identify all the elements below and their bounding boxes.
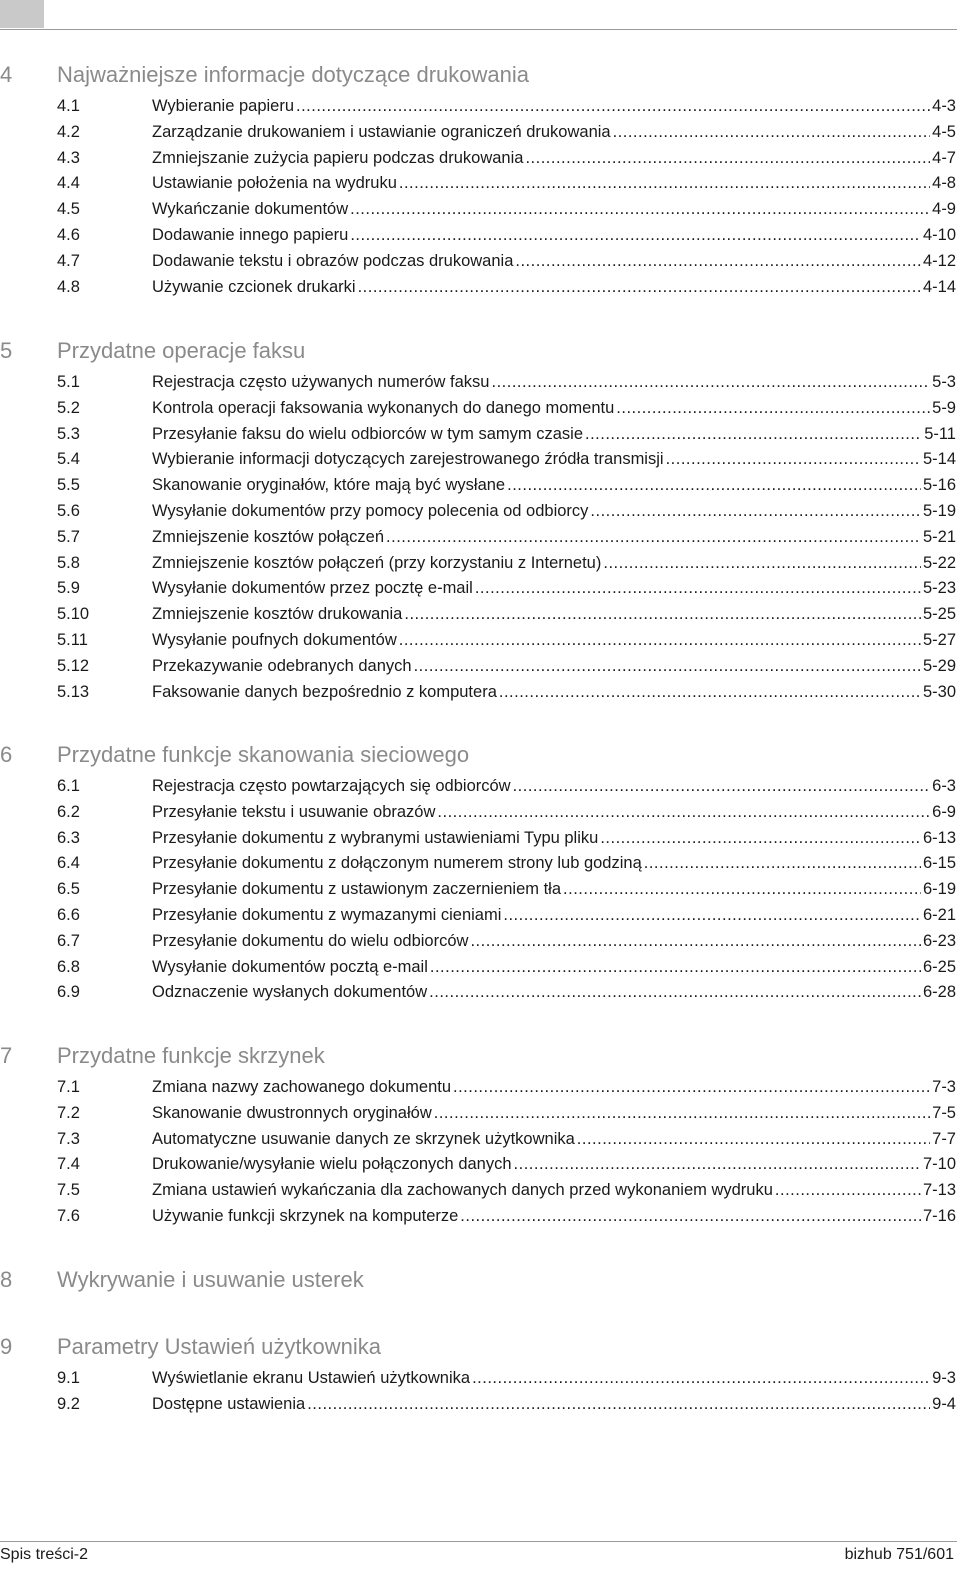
toc-entry[interactable] xyxy=(0,422,960,448)
entry-page-number: 5-9 xyxy=(932,398,956,417)
entry-number: 4.8 xyxy=(57,277,80,296)
entry-number: 6.6 xyxy=(57,905,80,924)
dot-leader xyxy=(666,447,921,473)
entry-number: 7.5 xyxy=(57,1181,80,1200)
chapter-title: Przydatne funkcje skrzynek xyxy=(57,1043,325,1068)
toc-entry[interactable] xyxy=(0,275,960,301)
entry-number: 6.2 xyxy=(57,802,80,821)
entry-page-number: 6-21 xyxy=(922,905,956,924)
entry-page-number: 7-16 xyxy=(922,1206,956,1225)
entry-line xyxy=(152,680,956,706)
toc-entry[interactable] xyxy=(0,1178,960,1204)
chapter-title: Przydatne funkcje skanowania sieciowego xyxy=(57,742,470,767)
chapter-title: Parametry Ustawień użytkownika xyxy=(57,1334,382,1359)
entry-line xyxy=(152,877,956,903)
toc-entry[interactable] xyxy=(0,370,960,396)
chapter-title: Wykrywanie i usuwanie usterek xyxy=(57,1267,364,1292)
entry-title: Używanie czcionek drukarki xyxy=(152,277,356,296)
dot-leader xyxy=(525,146,930,172)
dot-leader xyxy=(358,275,921,301)
entry-number: 7.2 xyxy=(57,1103,80,1122)
toc-entry[interactable] xyxy=(0,929,960,955)
entry-number: 4.3 xyxy=(57,148,80,167)
entry-number: 6.4 xyxy=(57,854,80,873)
entry-page-number: 9-4 xyxy=(932,1394,956,1413)
entry-title: Zmiana nazwy zachowanego dokumentu xyxy=(152,1078,452,1096)
entry-line xyxy=(152,171,956,197)
entry-page-number: 7-3 xyxy=(932,1078,956,1096)
entry-title: Zmniejszanie zużycia papieru podczas drukowania xyxy=(152,148,524,167)
entry-line xyxy=(152,1127,956,1153)
entry-line xyxy=(152,774,956,800)
dot-leader xyxy=(577,1127,930,1153)
toc-entry[interactable] xyxy=(0,1204,960,1230)
entry-page-number: 5-16 xyxy=(922,476,956,495)
toc-entry[interactable] xyxy=(0,903,960,929)
dot-leader xyxy=(507,473,921,499)
dot-leader xyxy=(404,602,921,628)
entry-page-number: 6-23 xyxy=(922,931,956,950)
entry-page-number: 5-19 xyxy=(922,501,956,520)
chapter-heading[interactable] xyxy=(0,1332,960,1362)
dot-leader xyxy=(515,249,921,275)
toc-entry[interactable] xyxy=(0,1101,960,1127)
entry-title: Przesyłanie tekstu i usuwanie obrazów xyxy=(152,802,436,821)
dot-leader xyxy=(307,1392,930,1418)
toc-entry[interactable] xyxy=(0,223,960,249)
chapter-heading[interactable] xyxy=(0,1265,960,1295)
toc-entry[interactable] xyxy=(0,980,960,1006)
entry-title: Wykańczanie dokumentów xyxy=(152,200,349,219)
entry-title: Zmniejszenie kosztów połączeń xyxy=(152,527,385,546)
toc-entry[interactable] xyxy=(0,955,960,981)
entry-line xyxy=(152,654,956,680)
entry-page-number: 4-3 xyxy=(932,97,956,115)
entry-page-number: 5-25 xyxy=(922,605,956,624)
entry-number: 4.2 xyxy=(57,122,80,141)
entry-page-number: 4-10 xyxy=(922,225,956,244)
entry-list xyxy=(0,370,960,705)
entry-title: Wysyłanie dokumentów pocztą e-mail xyxy=(152,957,428,976)
entry-page-number: 5-29 xyxy=(922,656,956,675)
entry-number: 9.1 xyxy=(57,1369,80,1387)
entry-line xyxy=(152,1101,956,1127)
chapter-number: 7 xyxy=(0,1043,13,1068)
entry-page-number: 7-5 xyxy=(932,1103,956,1122)
entry-title: Dostępne ustawienia xyxy=(152,1394,306,1413)
entry-page-number: 4-12 xyxy=(922,251,956,270)
dot-leader xyxy=(590,499,921,525)
entry-title: Przesyłanie dokumentu z ustawionym zaczernieniem tła xyxy=(152,880,562,899)
entry-line xyxy=(152,422,956,448)
chapter-heading[interactable] xyxy=(0,60,960,90)
entry-page-number: 7-7 xyxy=(932,1129,956,1148)
entry-page-number: 6-13 xyxy=(922,828,956,847)
entry-title: Przesyłanie dokumentu z wymazanymi cieniami xyxy=(152,905,502,924)
entry-line xyxy=(152,370,956,396)
entry-title: Wybieranie informacji dotyczących zarejestrowanego źródła transmisji xyxy=(152,450,664,469)
toc-entry[interactable] xyxy=(0,654,960,680)
entry-number: 7.3 xyxy=(57,1129,80,1148)
entry-number: 5.9 xyxy=(57,579,80,598)
toc-entry[interactable] xyxy=(0,1075,960,1101)
entry-page-number: 6-15 xyxy=(922,854,956,873)
toc-entry[interactable] xyxy=(0,249,960,275)
toc-entry[interactable] xyxy=(0,800,960,826)
dot-leader xyxy=(472,1366,930,1392)
footer-rule xyxy=(0,1541,957,1542)
entry-page-number: 5-22 xyxy=(922,553,956,572)
footer-page-label: Spis treści-2 xyxy=(0,1546,89,1563)
entry-page-number: 6-19 xyxy=(922,880,956,899)
entry-line xyxy=(152,602,956,628)
entry-number: 4.6 xyxy=(57,225,80,244)
entry-page-number: 5-21 xyxy=(922,527,956,546)
footer-product-name: bizhub 751/601 xyxy=(844,1546,954,1563)
entry-list xyxy=(0,1075,960,1230)
chapter-section xyxy=(0,60,960,300)
entry-line xyxy=(152,499,956,525)
entry-title: Dodawanie innego papieru xyxy=(152,225,349,244)
entry-title: Zmiana ustawień wykańczania dla zachowanych danych przed wykonaniem wydruku xyxy=(152,1181,773,1200)
entry-number: 5.5 xyxy=(57,476,80,495)
chapter-title: Przydatne operacje faksu xyxy=(57,338,306,363)
page-corner-tab xyxy=(0,0,44,28)
toc-entry[interactable] xyxy=(0,826,960,852)
chapter-number: 8 xyxy=(0,1267,13,1292)
toc-entry[interactable] xyxy=(0,525,960,551)
entry-line xyxy=(152,903,956,929)
entry-line xyxy=(152,473,956,499)
toc-entry[interactable] xyxy=(0,680,960,706)
chapter-section xyxy=(0,1332,960,1418)
entry-number: 7.1 xyxy=(57,1078,80,1096)
entry-line xyxy=(152,249,956,275)
toc-entry[interactable] xyxy=(0,94,960,120)
entry-page-number: 6-9 xyxy=(932,802,956,821)
entry-number: 5.12 xyxy=(57,656,90,675)
dot-leader xyxy=(600,826,921,852)
entry-title: Zmniejszenie kosztów drukowania xyxy=(152,605,403,624)
entry-number: 6.8 xyxy=(57,957,80,976)
dot-leader xyxy=(475,576,921,602)
dot-leader xyxy=(503,903,921,929)
dot-leader xyxy=(399,171,930,197)
entry-number: 6.5 xyxy=(57,880,80,899)
entry-title: Przekazywanie odebranych danych xyxy=(152,656,412,675)
entry-line xyxy=(152,223,956,249)
entry-number: 5.4 xyxy=(57,450,80,469)
entry-page-number: 4-7 xyxy=(932,148,956,167)
dot-leader xyxy=(585,422,922,448)
dot-leader xyxy=(434,1101,930,1127)
entry-page-number: 5-3 xyxy=(932,373,956,391)
entry-page-number: 4-14 xyxy=(922,277,956,296)
chapter-number: 9 xyxy=(0,1334,13,1359)
dot-leader xyxy=(644,851,921,877)
toc-entry[interactable] xyxy=(0,1127,960,1153)
entry-number: 5.10 xyxy=(57,605,90,624)
entry-line xyxy=(152,275,956,301)
entry-title: Skanowanie oryginałów, które mają być wysłane xyxy=(152,476,506,495)
toc-entry[interactable] xyxy=(0,120,960,146)
entry-line xyxy=(152,851,956,877)
dot-leader xyxy=(513,774,931,800)
chapter-number: 4 xyxy=(0,62,13,87)
entry-line xyxy=(152,120,956,146)
dot-leader xyxy=(460,1204,921,1230)
header-rule xyxy=(0,29,957,30)
chapter-number: 5 xyxy=(0,338,13,363)
dot-leader xyxy=(775,1178,921,1204)
dot-leader xyxy=(429,980,921,1006)
dot-leader xyxy=(514,1152,921,1178)
entry-number: 7.6 xyxy=(57,1206,80,1225)
entry-line xyxy=(152,1204,956,1230)
entry-number: 5.13 xyxy=(57,682,90,701)
entry-line xyxy=(152,1178,956,1204)
entry-number: 6.1 xyxy=(57,777,80,795)
entry-number: 7.4 xyxy=(57,1155,80,1174)
entry-page-number: 6-28 xyxy=(922,983,956,1002)
dot-leader xyxy=(491,370,930,396)
entry-title: Wysyłanie dokumentów przez pocztę e-mail xyxy=(152,579,473,598)
entry-list xyxy=(0,774,960,1006)
dot-leader xyxy=(296,94,930,120)
entry-title: Wysyłanie poufnych dokumentów xyxy=(152,630,397,649)
entry-title: Odznaczenie wysłanych dokumentów xyxy=(152,983,428,1002)
entry-number: 4.4 xyxy=(57,174,80,193)
toc-entry[interactable] xyxy=(0,602,960,628)
entry-line xyxy=(152,1392,956,1418)
entry-page-number: 4-9 xyxy=(932,200,956,219)
entry-number: 6.7 xyxy=(57,931,80,950)
entry-page-number: 6-3 xyxy=(932,777,956,795)
entry-line xyxy=(152,1075,956,1101)
dot-leader xyxy=(453,1075,930,1101)
entry-number: 5.2 xyxy=(57,398,80,417)
chapter-heading[interactable] xyxy=(0,740,960,770)
toc-entry[interactable] xyxy=(0,1392,960,1418)
toc-entry[interactable] xyxy=(0,146,960,172)
dot-leader xyxy=(603,551,921,577)
entry-title: Kontrola operacji faksowania wykonanych do danego momentu xyxy=(152,398,615,417)
chapter-number: 6 xyxy=(0,742,13,767)
entry-list xyxy=(0,94,960,300)
toc-entry[interactable] xyxy=(0,447,960,473)
entry-line xyxy=(152,447,956,473)
chapter-section xyxy=(0,1041,960,1230)
entry-page-number: 5-14 xyxy=(922,450,956,469)
entry-title: Automatyczne usuwanie danych ze skrzynek użytkownika xyxy=(152,1129,575,1148)
toc-entry[interactable] xyxy=(0,197,960,223)
entry-page-number: 5-27 xyxy=(922,630,956,649)
entry-line xyxy=(152,146,956,172)
dot-leader xyxy=(613,120,931,146)
entry-line xyxy=(152,396,956,422)
entry-title: Skanowanie dwustronnych oryginałów xyxy=(152,1103,432,1122)
entry-number: 5.8 xyxy=(57,553,80,572)
entry-page-number: 7-13 xyxy=(922,1181,956,1200)
entry-number: 6.3 xyxy=(57,828,80,847)
chapter-section xyxy=(0,740,960,1006)
entry-title: Zarządzanie drukowaniem i ustawianie ograniczeń drukowania xyxy=(152,122,611,141)
entry-page-number: 6-25 xyxy=(922,957,956,976)
toc-entry[interactable] xyxy=(0,473,960,499)
entry-number: 5.1 xyxy=(57,373,80,391)
dot-leader xyxy=(563,877,921,903)
dot-leader xyxy=(470,929,921,955)
entry-line xyxy=(152,980,956,1006)
entry-line xyxy=(152,94,956,120)
toc-entry[interactable] xyxy=(0,1152,960,1178)
entry-title: Przesyłanie faksu do wielu odbiorców w tym samym czasie xyxy=(152,424,583,443)
entry-number: 5.7 xyxy=(57,527,80,546)
entry-line xyxy=(152,800,956,826)
entry-title: Zmniejszenie kosztów połączeń (przy korzystaniu z Internetu) xyxy=(152,553,602,572)
entry-number: 5.6 xyxy=(57,501,80,520)
chapter-heading[interactable] xyxy=(0,336,960,366)
entry-line xyxy=(152,1366,956,1392)
dot-leader xyxy=(616,396,930,422)
entry-title: Przesyłanie dokumentu z wybranymi ustawieniami Typu pliku xyxy=(152,828,599,847)
entry-title: Rejestracja często powtarzających się odbiorców xyxy=(152,777,511,795)
entry-title: Wyświetlanie ekranu Ustawień użytkownika xyxy=(152,1369,471,1387)
entry-number: 5.3 xyxy=(57,424,80,443)
entry-title: Dodawanie tekstu i obrazów podczas drukowania xyxy=(152,251,514,270)
dot-leader xyxy=(399,628,921,654)
dot-leader xyxy=(414,654,921,680)
entry-page-number: 5-11 xyxy=(924,424,956,443)
entry-page-number: 7-10 xyxy=(922,1155,956,1174)
entry-page-number: 9-3 xyxy=(932,1369,956,1387)
entry-line xyxy=(152,929,956,955)
entry-title: Wybieranie papieru xyxy=(152,97,295,115)
chapter-title: Najważniejsze informacje dotyczące drukowania xyxy=(57,62,530,87)
entry-title: Drukowanie/wysyłanie wielu połączonych danych xyxy=(152,1155,512,1174)
chapter-heading[interactable] xyxy=(0,1041,960,1071)
toc-entry[interactable] xyxy=(0,851,960,877)
dot-leader xyxy=(499,680,921,706)
toc-entry[interactable] xyxy=(0,499,960,525)
chapter-section xyxy=(0,1265,960,1295)
entry-number: 4.5 xyxy=(57,200,80,219)
entry-page-number: 5-30 xyxy=(922,682,956,701)
entry-title: Przesyłanie dokumentu do wielu odbiorców xyxy=(152,931,469,950)
toc-entry[interactable] xyxy=(0,551,960,577)
entry-line xyxy=(152,551,956,577)
entry-title: Rejestracja często używanych numerów faksu xyxy=(152,373,490,391)
entry-line xyxy=(152,197,956,223)
entry-number: 6.9 xyxy=(57,983,80,1002)
entry-title: Przesyłanie dokumentu z dołączonym numerem strony lub godziną xyxy=(152,854,642,873)
entry-line xyxy=(152,826,956,852)
toc-entry[interactable] xyxy=(0,171,960,197)
chapter-section xyxy=(0,336,960,705)
entry-page-number: 5-23 xyxy=(922,579,956,598)
entry-title: Ustawianie położenia na wydruku xyxy=(152,174,397,193)
entry-number: 4.7 xyxy=(57,251,80,270)
entry-page-number: 4-8 xyxy=(932,174,956,193)
toc-entry[interactable] xyxy=(0,396,960,422)
entry-page-number: 4-5 xyxy=(932,122,956,141)
dot-leader xyxy=(350,197,930,223)
entry-line xyxy=(152,955,956,981)
dot-leader xyxy=(386,525,921,551)
entry-title: Używanie funkcji skrzynek na komputerze xyxy=(152,1206,459,1225)
entry-title: Faksowanie danych bezpośrednio z komputera xyxy=(152,682,497,701)
entry-number: 5.11 xyxy=(57,630,88,649)
toc-entry[interactable] xyxy=(0,1366,960,1392)
entry-list xyxy=(0,1366,960,1418)
toc-entry[interactable] xyxy=(0,628,960,654)
entry-line xyxy=(152,1152,956,1178)
dot-leader xyxy=(350,223,921,249)
entry-line xyxy=(152,525,956,551)
dot-leader xyxy=(437,800,930,826)
entry-title: Wysyłanie dokumentów przy pomocy polecenia od odbiorcy xyxy=(152,501,589,520)
toc-entry[interactable] xyxy=(0,877,960,903)
dot-leader xyxy=(430,955,921,981)
toc-entry[interactable] xyxy=(0,774,960,800)
entry-number: 9.2 xyxy=(57,1394,80,1413)
entry-line xyxy=(152,576,956,602)
toc-entry[interactable] xyxy=(0,576,960,602)
entry-number: 4.1 xyxy=(57,97,80,115)
entry-line xyxy=(152,628,956,654)
